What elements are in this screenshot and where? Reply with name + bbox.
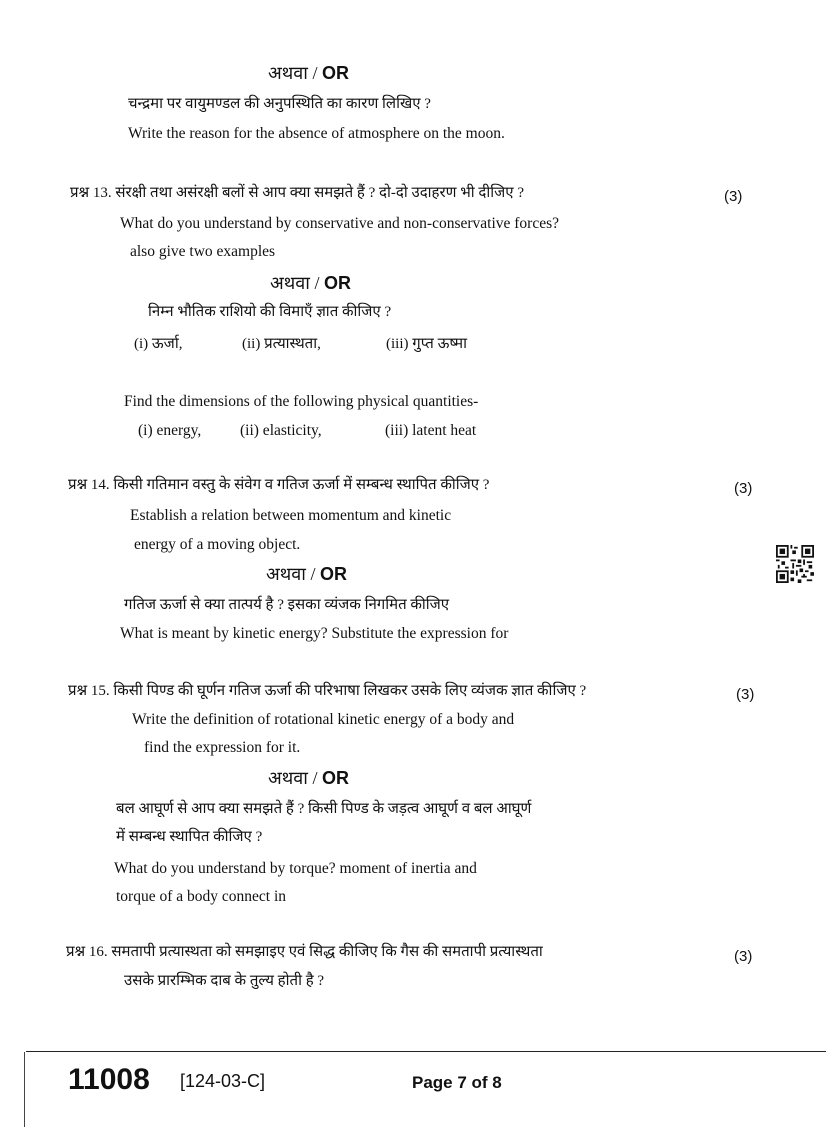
q15-alt-english-line1: What do you understand by torque? moment of inertia and (114, 860, 477, 877)
q12-alt-english: Write the reason for the absence of atmosphere on the moon. (128, 125, 505, 142)
q15-marks: (3) (736, 686, 755, 703)
q14-hindi: प्रश्न 14. किसी गतिमान वस्तु के संवेग व गतिज ऊर्जा में सम्बन्ध स्थापित कीजिए ? (68, 477, 490, 493)
q13-item-en-2: (ii) elasticity, (240, 422, 322, 439)
or-heading-q12: अथवा / OR (268, 63, 349, 83)
or-hindi: अथवा (266, 564, 306, 584)
footer-left-edge (24, 1052, 25, 1127)
q15-hindi: प्रश्न 15. किसी पिण्ड की घूर्णन गतिज ऊर्जा की परिभाषा लिखकर उसके लिए व्यंजक ज्ञात कीजिए ? (68, 683, 587, 699)
q12-alt-hindi: चन्द्रमा पर वायुमण्डल की अनुपस्थिति का कारण लिखिए ? (128, 96, 431, 112)
paper-code: 11008 (68, 1063, 150, 1096)
or-hindi: अथवा (270, 273, 310, 293)
q13-item-hi-1: (i) ऊर्जा, (134, 336, 183, 352)
or-english: OR (321, 63, 349, 83)
q15-alt-english-line2: torque of a body connect in (116, 888, 287, 905)
paper-subcode: [124-03-C] (180, 1071, 266, 1091)
q14-english-line2: energy of a moving object. (134, 536, 301, 553)
or-hindi: अथवा (268, 63, 308, 83)
q13-english-line2: also give two examples (130, 243, 276, 260)
q13-item-hi-3: (iii) गुप्त ऊष्मा (386, 336, 467, 352)
or-heading-q15: अथवा / OR (268, 768, 349, 788)
qr-code (776, 545, 814, 583)
or-english: OR (323, 273, 351, 293)
q15-alt-hindi-line2: में सम्बन्ध स्थापित कीजिए ? (116, 829, 263, 845)
q15-alt-hindi-line1: बल आघूर्ण से आप क्या समझते हैं ? किसी पिण्ड के जड़त्व आघूर्ण व बल आघूर्ण (116, 801, 532, 817)
q16-marks: (3) (734, 948, 753, 965)
or-heading-q13: अथवा / OR (270, 273, 351, 293)
or-english: OR (321, 768, 349, 788)
q14-marks: (3) (734, 480, 753, 497)
q14-english-line1: Establish a relation between momentum and kinetic (130, 507, 452, 524)
q14-alt-english: What is meant by kinetic energy? Substitute the expression for (120, 625, 509, 642)
q15-english-line2: find the expression for it. (144, 739, 301, 756)
q16-hindi-line2: उसके प्रारम्भिक दाब के तुल्य होती है ? (124, 973, 325, 989)
q15-english-line1: Write the definition of rotational kinetic energy of a body and (132, 711, 515, 728)
q13-hindi: प्रश्न 13. संरक्षी तथा असंरक्षी बलों से आप क्या समझते हैं ? दो-दो उदाहरण भी दीजिए ? (70, 185, 525, 201)
or-english: OR (319, 564, 347, 584)
q13-alt-hindi: निम्न भौतिक राशियो की विमाएँ ज्ञात कीजिए ? (148, 304, 392, 320)
or-heading-q14: अथवा / OR (266, 564, 347, 584)
page-number: Page 7 of 8 (412, 1073, 502, 1092)
q13-item-en-1: (i) energy, (138, 422, 202, 439)
q16-hindi-line1: प्रश्न 16. समतापी प्रत्यास्थता को समझाइए एवं सिद्ध कीजिए कि गैस की समतापी प्रत्यास्थता (66, 944, 543, 960)
q13-marks: (3) (724, 188, 743, 205)
q13-item-hi-2: (ii) प्रत्यास्थता, (242, 336, 321, 352)
q13-item-en-3: (iii) latent heat (385, 422, 477, 439)
footer-rule (26, 1051, 826, 1052)
q14-alt-hindi: गतिज ऊर्जा से क्या तात्पर्य है ? इसका व्यंजक निगमित कीजिए (124, 597, 450, 613)
q13-alt-english: Find the dimensions of the following physical quantities- (124, 393, 479, 410)
q13-english-line1: What do you understand by conservative and non-conservative forces? (120, 215, 560, 232)
or-hindi: अथवा (268, 768, 308, 788)
